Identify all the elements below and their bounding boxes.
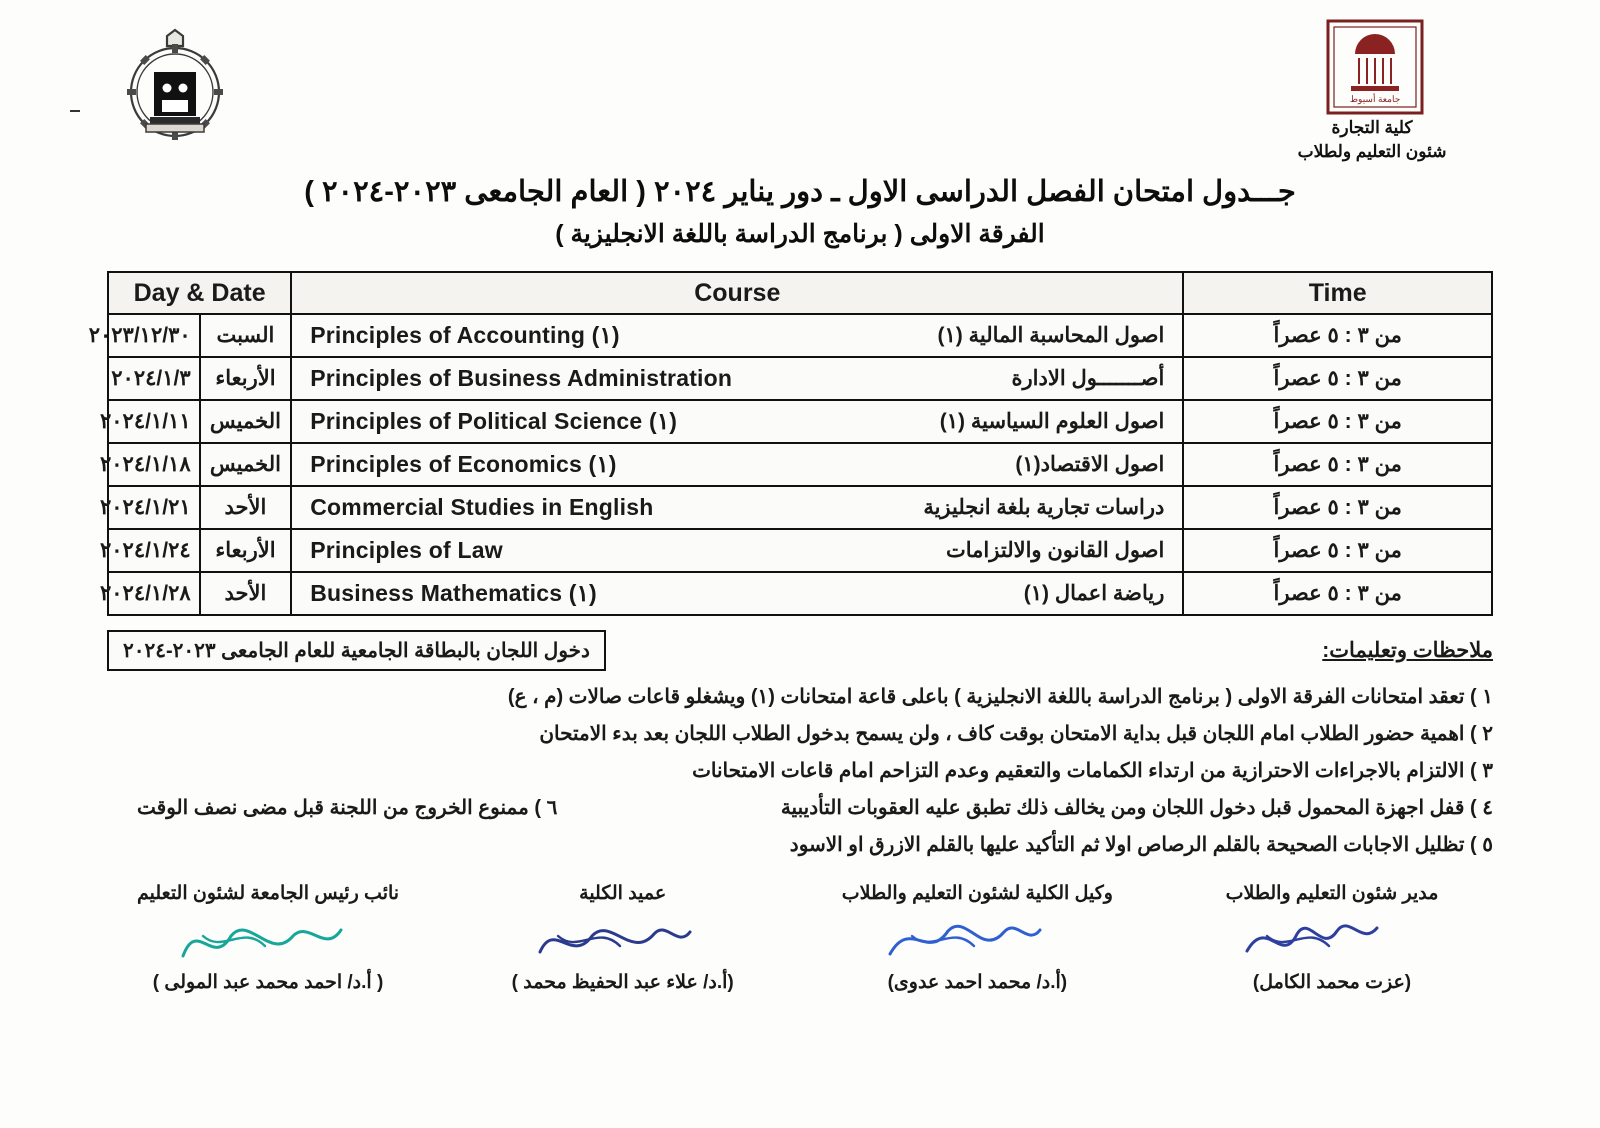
note-item-4: ٤ ) قفل اجهزة المحمول قبل دخول اللجان ومن يخالف ذلك تطبق عليه العقوبات التأديبية xyxy=(780,797,1493,819)
cell-time: من ٣ : ٥ عصراً xyxy=(1183,486,1492,529)
assiut-university-seal-icon xyxy=(1325,18,1425,116)
cell-course xyxy=(291,529,1183,572)
cell-time: من ٣ : ٥ عصراً xyxy=(1183,357,1492,400)
table-header-row xyxy=(108,272,1492,314)
course-name-en: Business Mathematics (١) xyxy=(310,580,597,606)
note-item: ١ ) تعقد امتحانات الفرقة الاولى ( برنامج الدراسة باللغة الانجليزية ) باعلى قاعة امتحانات (١) ويشغلو قاعات صالات (م ، ع) xyxy=(507,686,1493,708)
table-row xyxy=(108,572,1492,615)
handwritten-signature xyxy=(1164,905,1500,971)
assiut-university-emblem-icon xyxy=(110,22,240,152)
signature-block xyxy=(809,882,1145,994)
signatory-name: (أ.د/ محمد احمد عدوى) xyxy=(887,972,1068,993)
course-name-en: Principles of Accounting (١) xyxy=(310,322,620,348)
notes-label: ملاحظات وتعليمات: xyxy=(1322,639,1493,662)
course-name-en: Principles of Law xyxy=(310,537,503,563)
course-name-ar: اصول الاقتصاد(١) xyxy=(1015,453,1165,476)
cell-date: ٢٠٢٤/١/١١ xyxy=(108,400,200,443)
cell-time: من ٣ : ٥ عصراً xyxy=(1183,314,1492,357)
cell-date: ٢٠٢٤/١/٢٤ xyxy=(108,529,200,572)
signature-role: نائب رئيس الجامعة لشئون التعليم xyxy=(136,883,400,904)
margin-tick-mark xyxy=(70,110,80,112)
cell-day: الأربعاء xyxy=(200,529,292,572)
course-name-ar: رياضة اعمال (١) xyxy=(1023,582,1165,605)
signatory-name: (عزت محمد الكامل) xyxy=(1252,972,1412,993)
signature-block xyxy=(100,882,436,994)
cell-day: الخميس xyxy=(200,400,292,443)
course-name-en: Principles of Business Administration xyxy=(310,365,733,391)
table-row xyxy=(108,400,1492,443)
table-row xyxy=(108,314,1492,357)
cell-course xyxy=(291,314,1183,357)
course-name-ar: دراسات تجارية بلغة انجليزية xyxy=(923,496,1165,519)
cell-time: من ٣ : ٥ عصراً xyxy=(1183,443,1492,486)
svg-text:جامعة أسيوط: جامعة أسيوط xyxy=(1349,94,1401,104)
note-item: ٣ ) الالتزام بالاجراءات الاحترازية من ارتداء الكمامات والتعقيم وعدم التزاحم امام قاعات الامتحانات xyxy=(692,760,1493,782)
notes-list xyxy=(107,679,1493,864)
cell-course xyxy=(291,572,1183,615)
cell-time: من ٣ : ٥ عصراً xyxy=(1183,400,1492,443)
cell-time: من ٣ : ٥ عصراً xyxy=(1183,572,1492,615)
cell-date: ٢٠٢٤/١/٢٨ xyxy=(108,572,200,615)
course-name-ar: اصول القانون والالتزامات xyxy=(946,539,1165,562)
cell-course xyxy=(291,443,1183,486)
course-name-en: Principles of Political Science (١) xyxy=(310,408,678,434)
cell-day: الأربعاء xyxy=(200,357,292,400)
document-header xyxy=(0,0,1600,170)
cell-date: ٢٠٢٤/١/٣ xyxy=(108,357,200,400)
table-row xyxy=(108,529,1492,572)
course-name-en: Principles of Economics (١) xyxy=(310,451,617,477)
note-item: ٢ ) اهمية حضور الطلاب امام اللجان قبل بداية الامتحان بوقت كاف ، ولن يسمح بدخول الطلاب اللجان بعد بدء الامتحان xyxy=(539,723,1493,745)
course-name-ar: أصـــــــول الادارة xyxy=(1011,367,1165,390)
table-row xyxy=(108,357,1492,400)
page-subtitle: الفرقة الاولى ( برنامج الدراسة باللغة الانجليزية ) xyxy=(555,220,1045,248)
signature-role: مدير شئون التعليم والطلاب xyxy=(1225,883,1439,904)
cell-time: من ٣ : ٥ عصراً xyxy=(1183,529,1492,572)
cell-day: الخميس xyxy=(200,443,292,486)
page-title: جـــدول امتحان الفصل الدراسى الاول ـ دور يناير ٢٠٢٤ ( العام الجامعى ٢٠٢٣-٢٠٢٤ ) xyxy=(304,176,1296,208)
column-header-course: Course xyxy=(291,272,1183,314)
column-header-day-date: Day & Date xyxy=(108,272,291,314)
handwritten-signature xyxy=(455,905,791,971)
cell-date: ٢٠٢٣/١٢/٣٠ xyxy=(108,314,200,357)
handwritten-signature xyxy=(809,905,1145,971)
signatory-name: (أ.د/ علاء عبد الحفيظ محمد ) xyxy=(511,972,734,993)
cell-date: ٢٠٢٤/١/٢١ xyxy=(108,486,200,529)
table-row xyxy=(108,443,1492,486)
cell-day: الأحد xyxy=(200,572,292,615)
signatory-name: ( أ.د/ احمد محمد عبد المولى ) xyxy=(152,972,384,993)
signatures-row xyxy=(100,882,1500,994)
signature-role: وكيل الكلية لشئون التعليم والطلاب xyxy=(841,883,1113,904)
faculty-name: كلية التجارة xyxy=(1331,118,1413,137)
cell-course xyxy=(291,400,1183,443)
cell-day: الأحد xyxy=(200,486,292,529)
course-name-ar: اصول المحاسبة المالية (١) xyxy=(937,324,1165,347)
exam-schedule-table-wrapper xyxy=(88,271,1493,616)
table-row xyxy=(108,486,1492,529)
faculty-department: شئون التعليم ولطلاب xyxy=(1297,141,1447,161)
notes-header-row xyxy=(107,630,1493,671)
signature-role: عميد الكلية xyxy=(579,883,667,904)
table-header xyxy=(108,272,1492,314)
signature-block xyxy=(455,882,791,994)
entry-card-notice: دخول اللجان بالبطاقة الجامعية للعام الجامعى ٢٠٢٣-٢٠٢٤ xyxy=(107,630,606,671)
column-header-time: Time xyxy=(1183,272,1492,314)
faculty-identity xyxy=(1272,116,1472,164)
signature-block xyxy=(1164,882,1500,994)
cell-course xyxy=(291,486,1183,529)
note-item: ٥ ) تظليل الاجابات الصحيحة بالقلم الرصاص اولا ثم التأكيد عليها بالقلم الازرق او الاسود xyxy=(789,834,1493,856)
note-item-pair xyxy=(107,790,1493,827)
handwritten-signature xyxy=(100,905,436,971)
cell-day: السبت xyxy=(200,314,292,357)
cell-course xyxy=(291,357,1183,400)
course-name-ar: اصول العلوم السياسية (١) xyxy=(939,410,1165,433)
exam-schedule-table xyxy=(88,271,1493,616)
table-body xyxy=(88,314,1492,615)
course-name-en: Commercial Studies in English xyxy=(310,494,654,520)
note-item-6: ٦ ) ممنوع الخروج من اللجنة قبل مضى نصف الوقت xyxy=(137,797,558,819)
cell-date: ٢٠٢٤/١/١٨ xyxy=(108,443,200,486)
